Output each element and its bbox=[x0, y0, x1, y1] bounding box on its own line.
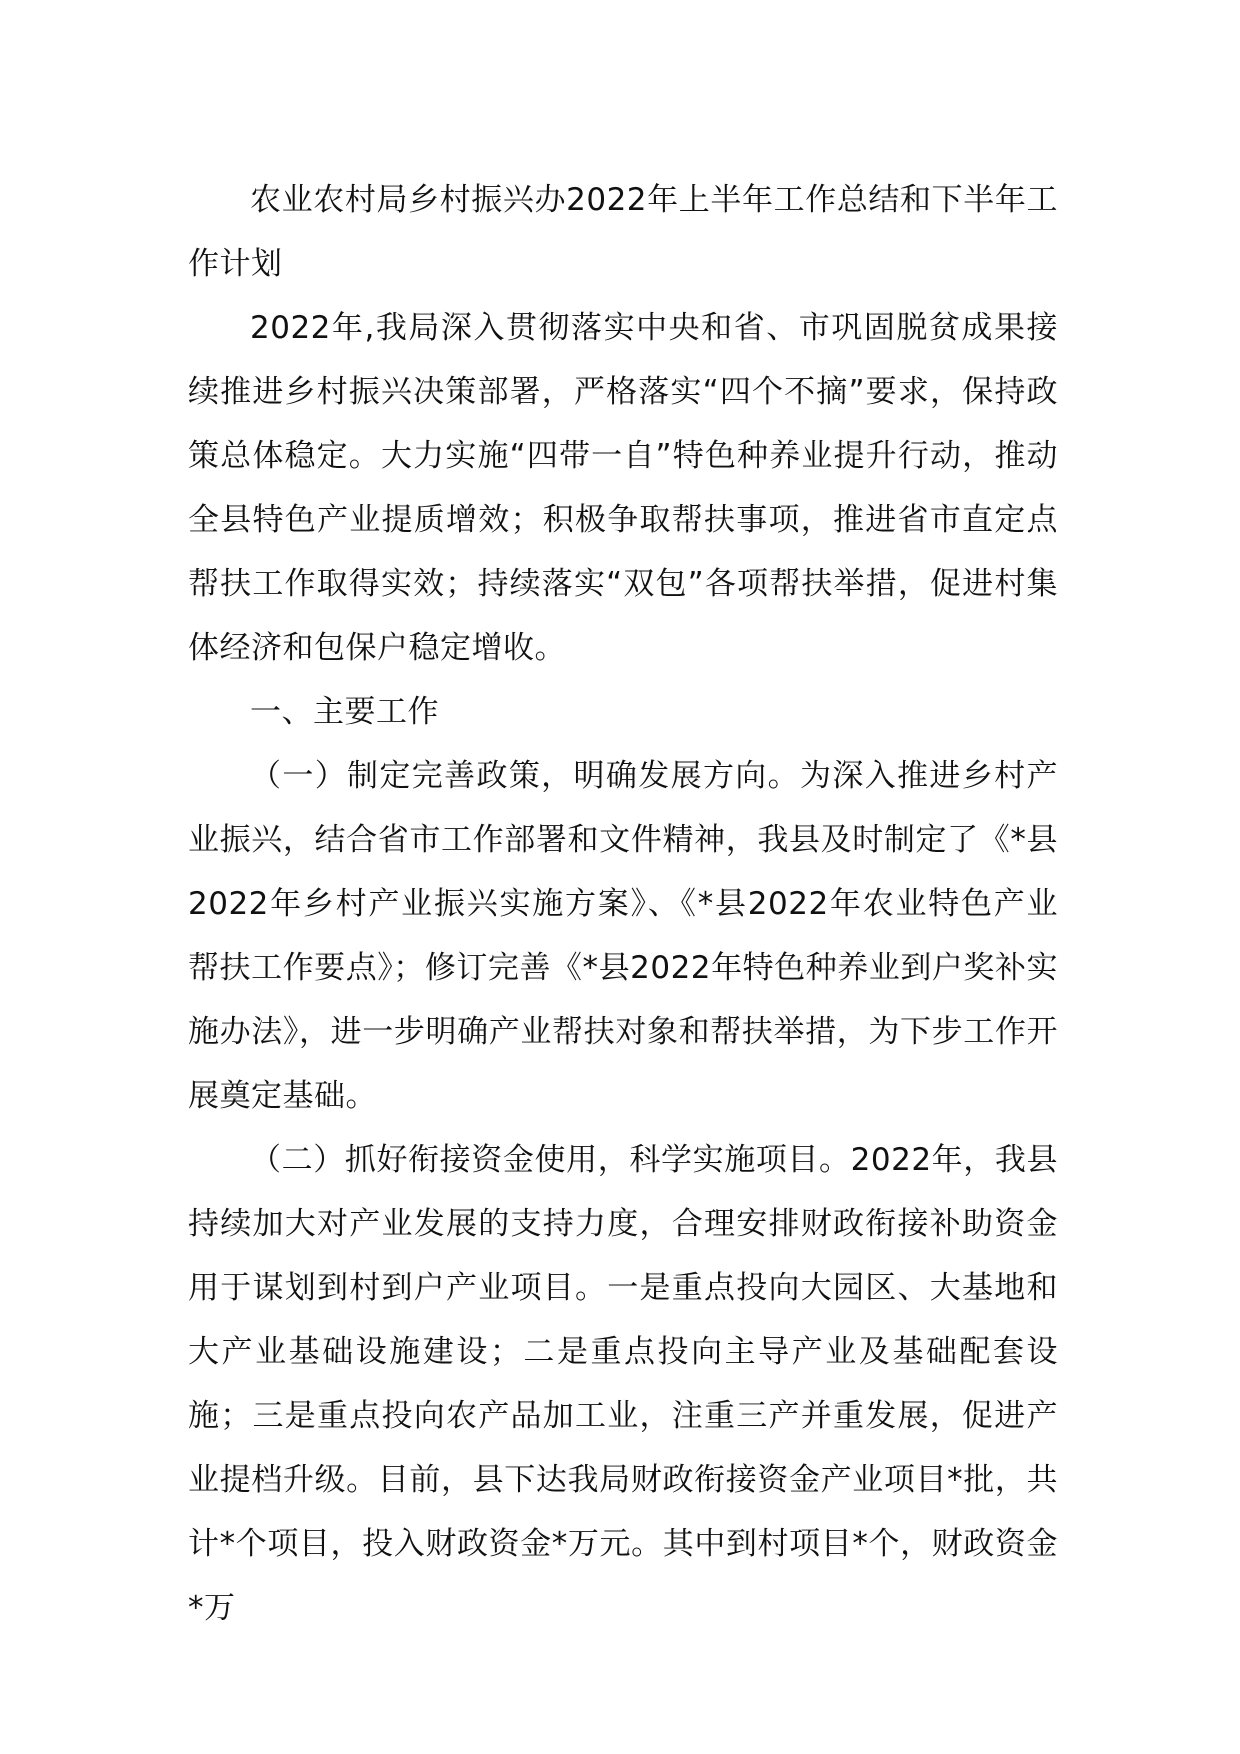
document-body bbox=[188, 168, 1058, 1640]
section-heading-main-work: 一、主要工作 bbox=[250, 694, 439, 730]
intro-paragraph: 2022年,我局深入贯彻落实中央和省、市巩固脱贫成果接续推进乡村振兴决策部署，严格落实“四个不摘”要求，保持政策总体稳定。大力实施“四带一自”特色种养业提升行动，推动全县特色产业提质增效；积极争取帮扶事项，推进省市直定点帮扶工作取得实效；持续落实“双包”各项帮扶举措，促进村集体经济和包保户稳定增收。 bbox=[188, 310, 1058, 666]
item-2-paragraph: （二）抓好衔接资金使用，科学实施项目。2022年，我县持续加大对产业发展的支持力度，合理安排财政衔接补助资金用于谋划到村到户产业项目。一是重点投向大园区、大基地和大产业基础设施建设；二是重点投向主导产业及基础配套设施；三是重点投向农产品加工业，注重三产并重发展，促进产业提档升级。目前，县下达我局财政衔接资金产业项目*批，共计*个项目，投入财政资金*万元。其中到村项目*个，财政资金*万 bbox=[188, 1142, 1058, 1626]
item-1-paragraph: （一）制定完善政策，明确发展方向。为深入推进乡村产业振兴，结合省市工作部署和文件精神，我县及时制定了《*县2022年乡村产业振兴实施方案》、《*县2022年农业特色产业帮扶工作要点》；修订完善《*县2022年特色种养业到户奖补实施办法》，进一步明确产业帮扶对象和帮扶举措，为下步工作开展奠定基础。 bbox=[188, 758, 1058, 1114]
document-title: 农业农村局乡村振兴办2022年上半年工作总结和下半年工作计划 bbox=[188, 182, 1058, 282]
